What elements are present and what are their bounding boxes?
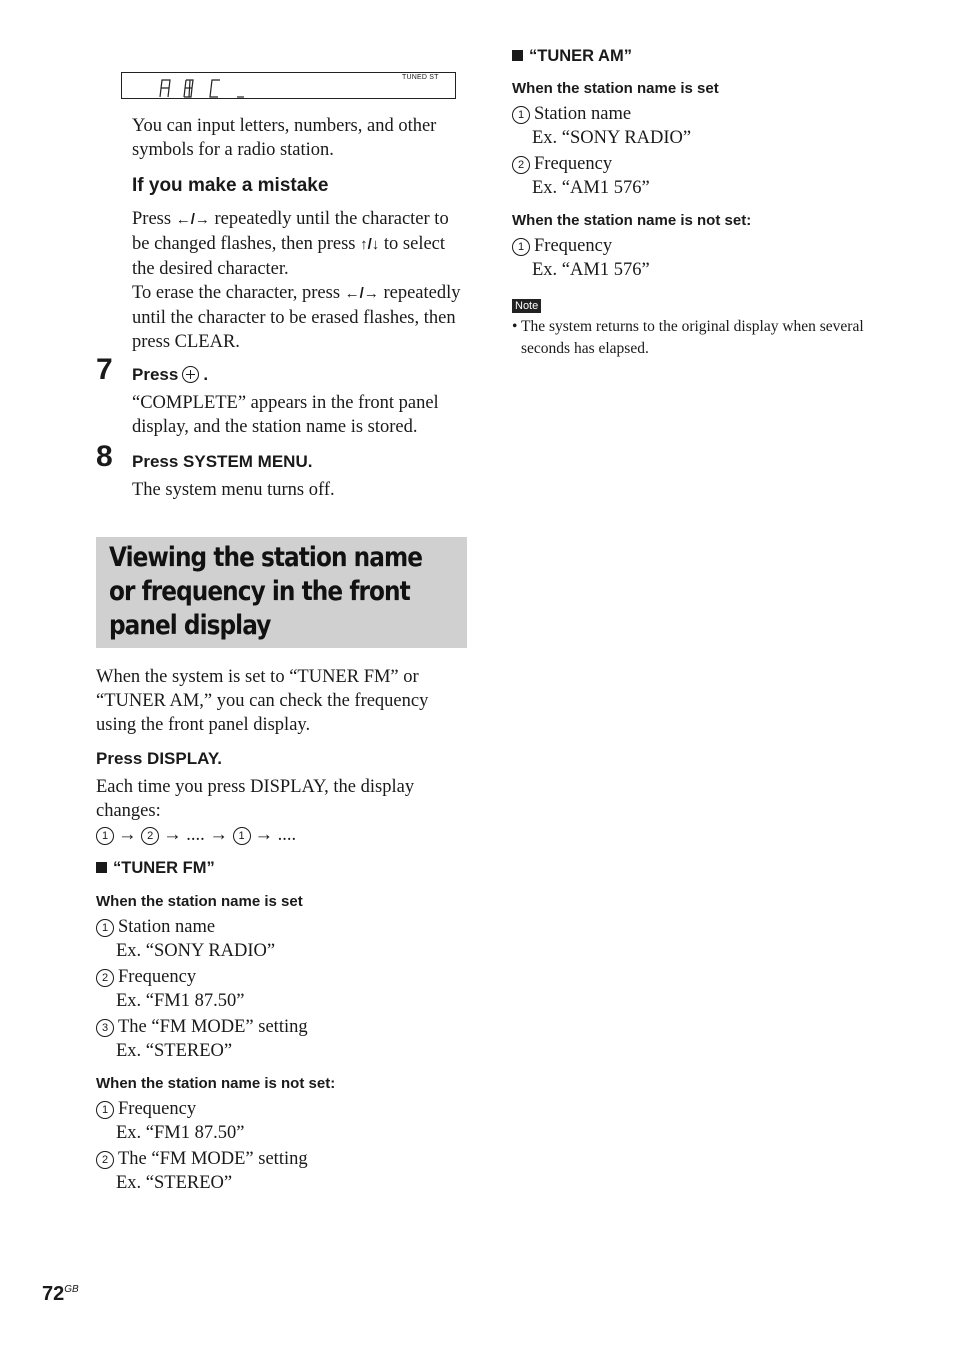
am-notset-item: 1 Frequency Ex. “AM1 576” xyxy=(512,234,650,282)
step-8-number: 8 xyxy=(96,440,113,473)
display-sequence: 1 → 2 → .... → 1 → .... xyxy=(96,823,296,847)
circled-number: 2 xyxy=(141,827,159,845)
circled-number: 1 xyxy=(512,106,530,124)
step-7-number: 7 xyxy=(96,353,113,386)
mistake-paragraph-1: Press ←/→ repeatedly until the character to be changed flashes, then press ↑/↓ to select the desired character. xyxy=(132,209,449,279)
fm-notset-item: 1 Frequency Ex. “FM1 87.50” xyxy=(96,1097,244,1145)
left-right-arrow-icon: ←/→ xyxy=(344,285,379,302)
am-set-item: 2 Frequency Ex. “AM1 576” xyxy=(512,152,650,200)
circled-number: 1 xyxy=(233,827,251,845)
section-intro: When the system is set to “TUNER FM” or “TUNER AM,” you can check the frequency using the front panel display. xyxy=(96,667,429,735)
fm-notset-item: 2 The “FM MODE” setting Ex. “STEREO” xyxy=(96,1147,308,1195)
square-bullet-icon xyxy=(96,862,107,873)
front-panel-display-illustration xyxy=(121,72,456,99)
page-number: $72^{GB}$ xyxy=(42,1283,79,1305)
circled-number: 2 xyxy=(96,1151,114,1169)
arrow-right-icon: → xyxy=(209,825,228,845)
arrow-right-icon: → xyxy=(163,825,182,845)
am-set-item: 1 Station name Ex. “SONY RADIO” xyxy=(512,102,691,150)
tuner-am-heading: “TUNER AM” xyxy=(512,47,632,66)
left-right-arrow-icon: ←/→ xyxy=(175,211,210,228)
note-badge: Note xyxy=(512,299,541,313)
circled-number: 1 xyxy=(96,827,114,845)
step-7-body: “COMPLETE” appears in the front panel display, and the station name is stored. xyxy=(132,393,439,437)
fm-notset-heading: When the station name is not set: xyxy=(96,1075,336,1092)
circled-number: 2 xyxy=(96,969,114,987)
arrow-right-icon: → xyxy=(118,825,137,845)
step-8-body: The system menu turns off. xyxy=(132,480,335,500)
press-display-instruction: Press DISPLAY. xyxy=(96,749,222,768)
am-notset-heading: When the station name is not set: xyxy=(512,212,752,229)
intro-text: You can input letters, numbers, and other symbols for a radio station. xyxy=(132,116,437,160)
fm-set-item: 2 Frequency Ex. “FM1 87.50” xyxy=(96,965,244,1013)
circled-number: 1 xyxy=(96,1101,114,1119)
circled-number: 1 xyxy=(512,238,530,256)
square-bullet-icon xyxy=(512,50,523,61)
fm-set-item: 1 Station name Ex. “SONY RADIO” xyxy=(96,915,275,963)
tuned-st-indicator: TUNED ST xyxy=(402,74,439,81)
enter-button-icon xyxy=(182,366,199,383)
circled-number: 1 xyxy=(96,919,114,937)
circled-number: 2 xyxy=(512,156,530,174)
each-time-text: Each time you press DISPLAY, the display changes: xyxy=(96,777,415,821)
step-7-title: Press . xyxy=(132,365,209,384)
section-title: Viewing the station name or frequency in the front panel display xyxy=(109,542,423,641)
circled-number: 3 xyxy=(96,1019,114,1037)
arrow-right-icon: → xyxy=(254,825,273,845)
mistake-paragraph-2: To erase the character, press ←/→ repeatedly until the character to be erased flashes, then press CLEAR. xyxy=(132,283,461,352)
am-set-heading: When the station name is set xyxy=(512,80,719,97)
up-down-arrow-icon: ↑/↓ xyxy=(360,236,380,253)
tuner-fm-heading: “TUNER FM” xyxy=(96,859,215,878)
fm-set-item: 3 The “FM MODE” setting Ex. “STEREO” xyxy=(96,1015,308,1063)
note-text: • The system returns to the original display when several seconds has elapsed. xyxy=(512,318,864,357)
fm-set-heading: When the station name is set xyxy=(96,893,303,910)
mistake-heading: If you make a mistake xyxy=(132,175,329,196)
step-8-title: Press SYSTEM MENU. xyxy=(132,452,313,471)
